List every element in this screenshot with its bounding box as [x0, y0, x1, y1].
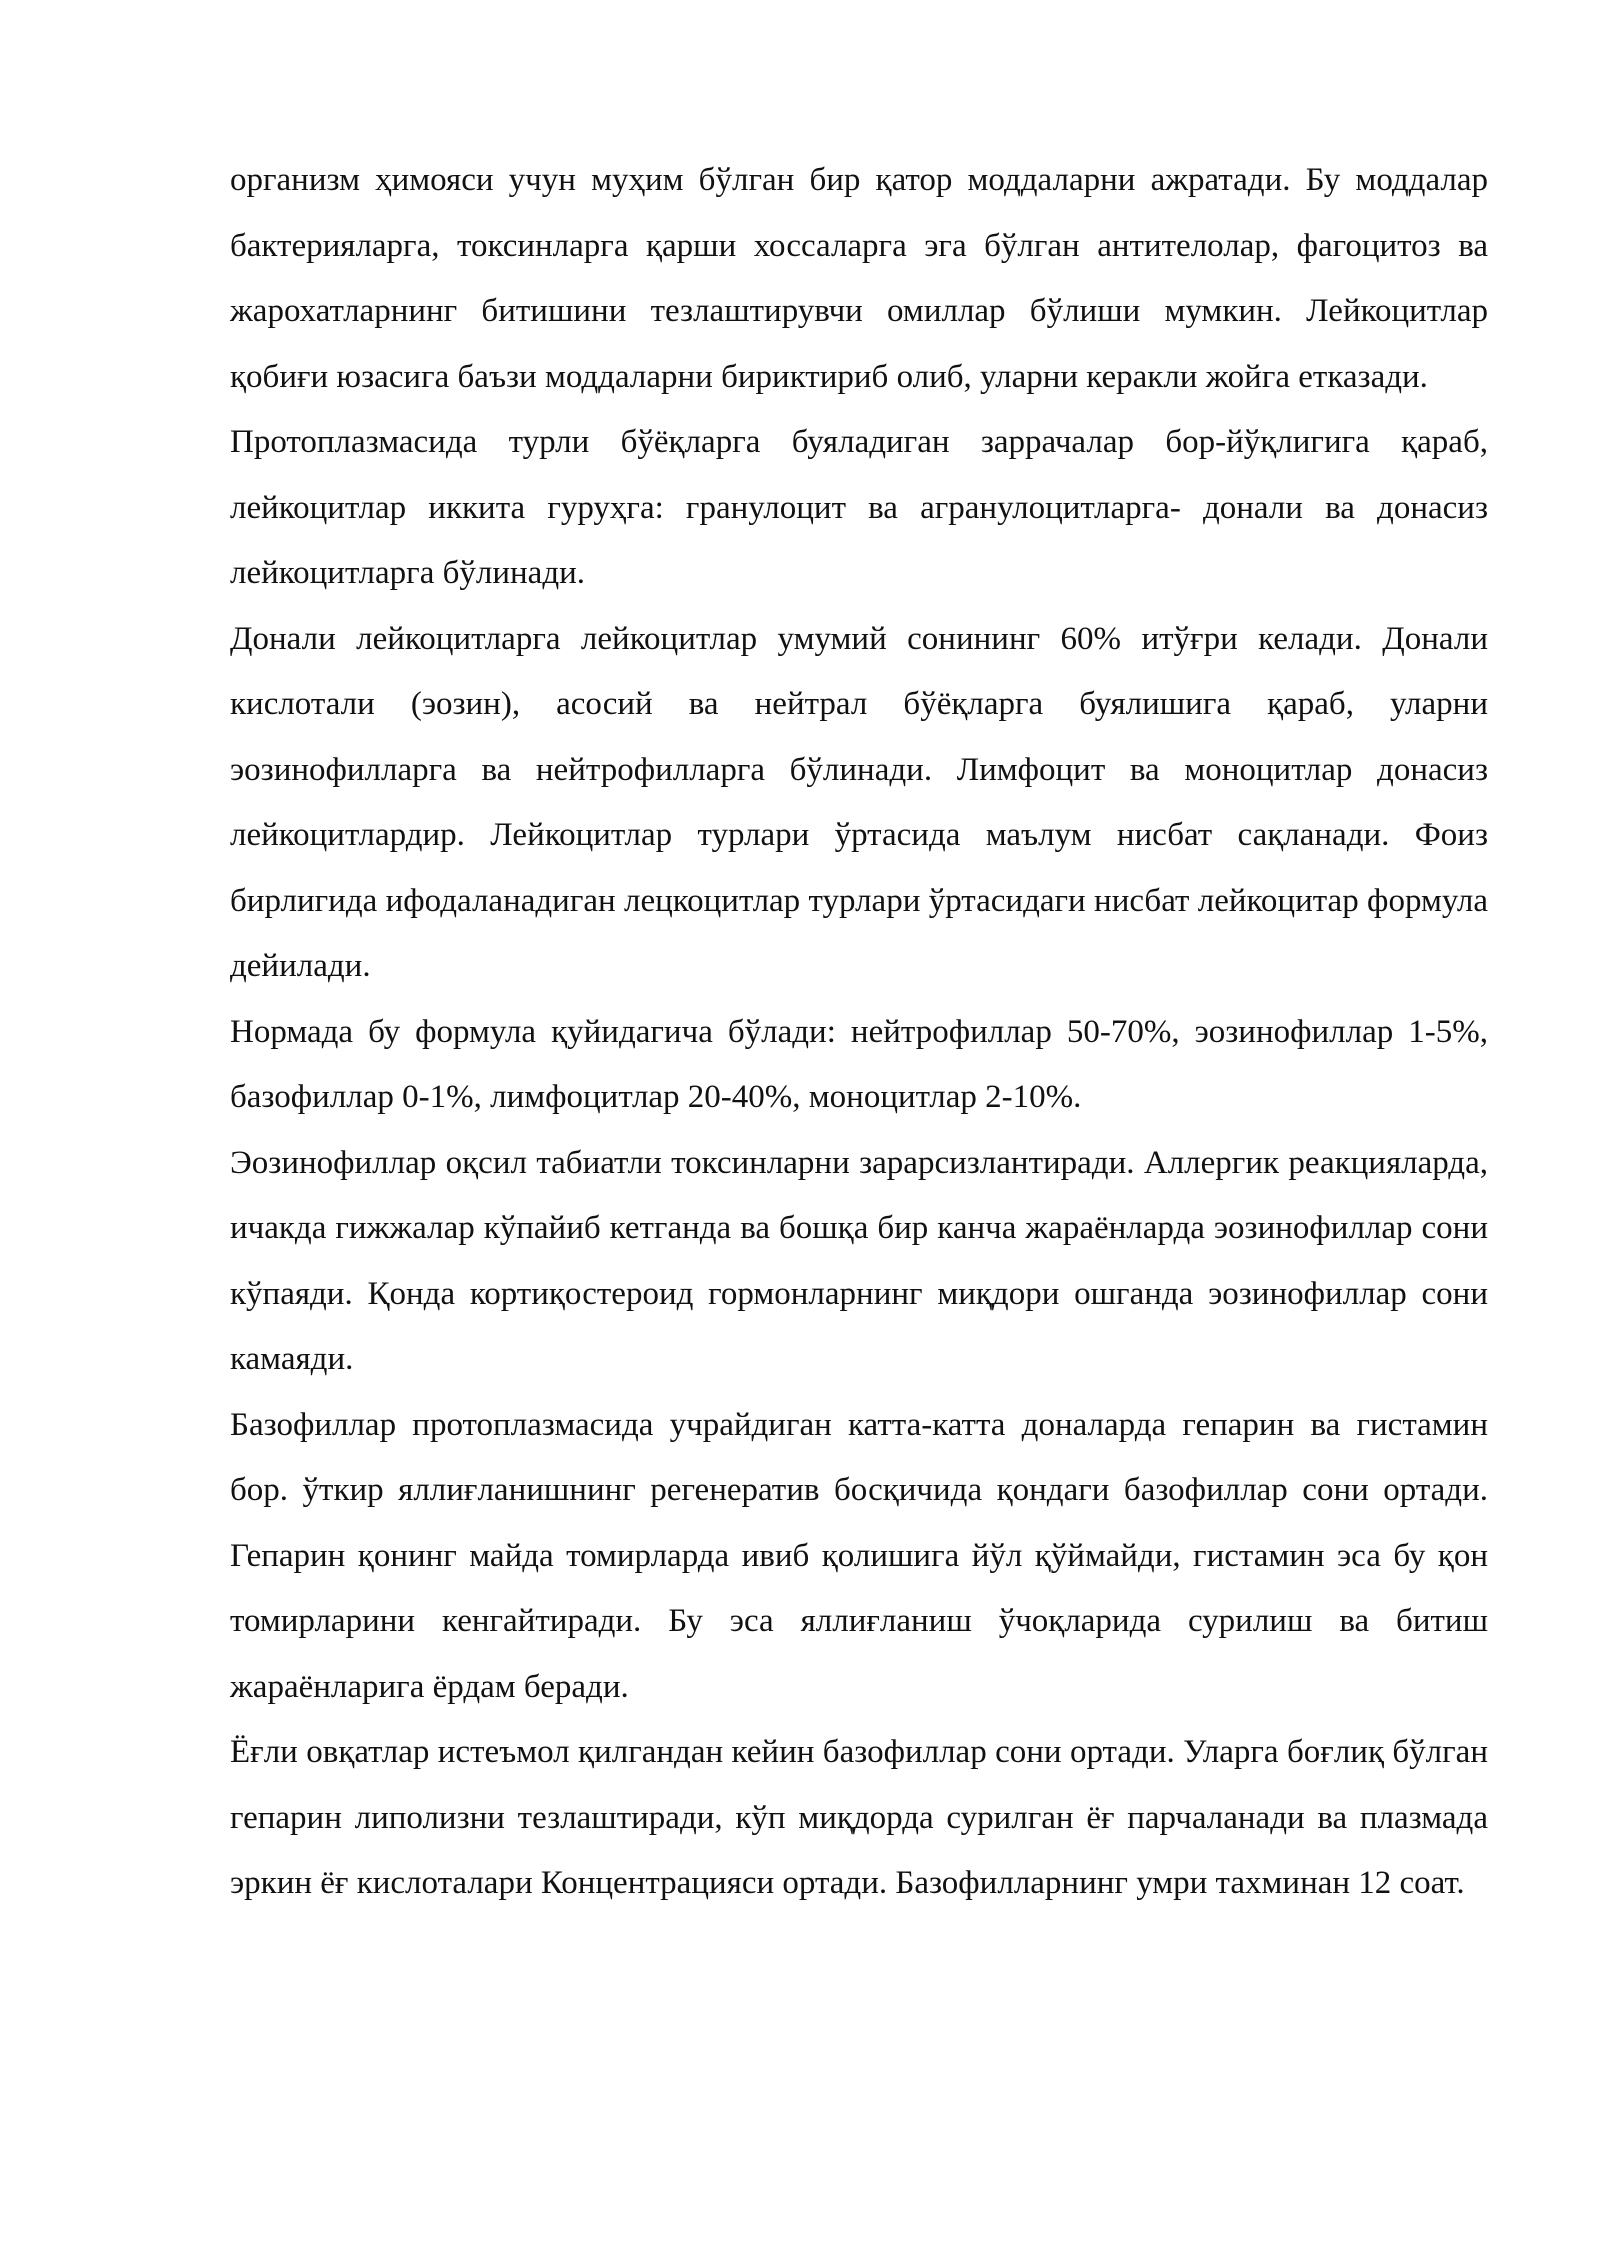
paragraph-basophils: Базофиллар протоплазмасида учрайдиган катта-катта доналарда гепарин ва гистамин бор. ўткир яллиғланишнинг регенератив босқичида қондаги базофиллар сони ортади. Гепарин қонинг майда томирларда ивиб қолишига йўл қўймайди, гистамин эса бу қон томирларини кенгайтиради. Бу эса яллиғланиш ўчоқларида сурилиш ва битиш жараёнларига ёрдам беради. [230, 1406, 1488, 1705]
paragraph-leukocyte-function: организм ҳимояси учун муҳим бўлган бир қатор моддаларни ажратади. Бу моддалар бактерияларга, токсинларга қарши хоссаларга эга бўлган антителолар, фагоцитоз ва жарохатларнинг битишини тезлаштирувчи омиллар бўлиши мумкин. Лейкоцитлар қобиғи юзасига баъзи моддаларни бириктириб олиб, уларни керакли жойга етказади. [230, 162, 1488, 395]
paragraph-granular-leukocytes: Донали лейкоцитларга лейкоцитлар умумий сонининг 60% итўғри келади. Донали кислотали (эозин), асосий ва нейтрал бўёқларга буялишига қараб, уларни эозинофилларга ва нейтрофилларга бўлинади. Лимфоцит ва моноцитлар донасиз лейкоцитлардир. Лейкоцитлар турлари ўртасида маълум нисбат сақланади. Фоиз бирлигида ифодаланадиган лецкоцитлар турлари ўртасидаги нисбат лейкоцитар формула дейилади. [230, 620, 1488, 984]
paragraph-normal-formula: Нормада бу формула қуйидагича бўлади: нейтрофиллар 50-70%, эозинофиллар 1-5%, базофиллар 0-1%, лимфоцитлар 20-40%, моноцитлар 2-10%. [230, 1013, 1488, 1115]
paragraph-leukocyte-groups: Протоплазмасида турли бўёқларга буяладиган заррачалар бор-йўқлигига қараб, лейкоцитлар иккита гуруҳга: гранулоцит ва агранулоцитларга- донали ва донасиз лейкоцитларга бўлинади. [230, 424, 1488, 591]
paragraph-fatty-food-basophils: Ёғли овқатлар истеъмол қилгандан кейин базофиллар сони ортади. Уларга боғлиқ бўлган гепарин липолизни тезлаштиради, кўп миқдорда сурилган ёғ парчаланади ва плазмада эркин ёғ кислоталари Концентрацияси ортади. Базофилларнинг умри тахминан 12 соат. [230, 1734, 1488, 1901]
document-page [230, 148, 1488, 1917]
paragraph-eosinophils: Эозинофиллар оқсил табиатли токсинларни зарарсизлантиради. Аллергик реакцияларда, ичакда гижжалар кўпайиб кетганда ва бошқа бир канча жараёнларда эозинофиллар сони кўпаяди. Қонда кортиқостероид гормонларнинг миқдори ошганда эозинофиллар сони камаяди. [230, 1144, 1488, 1377]
